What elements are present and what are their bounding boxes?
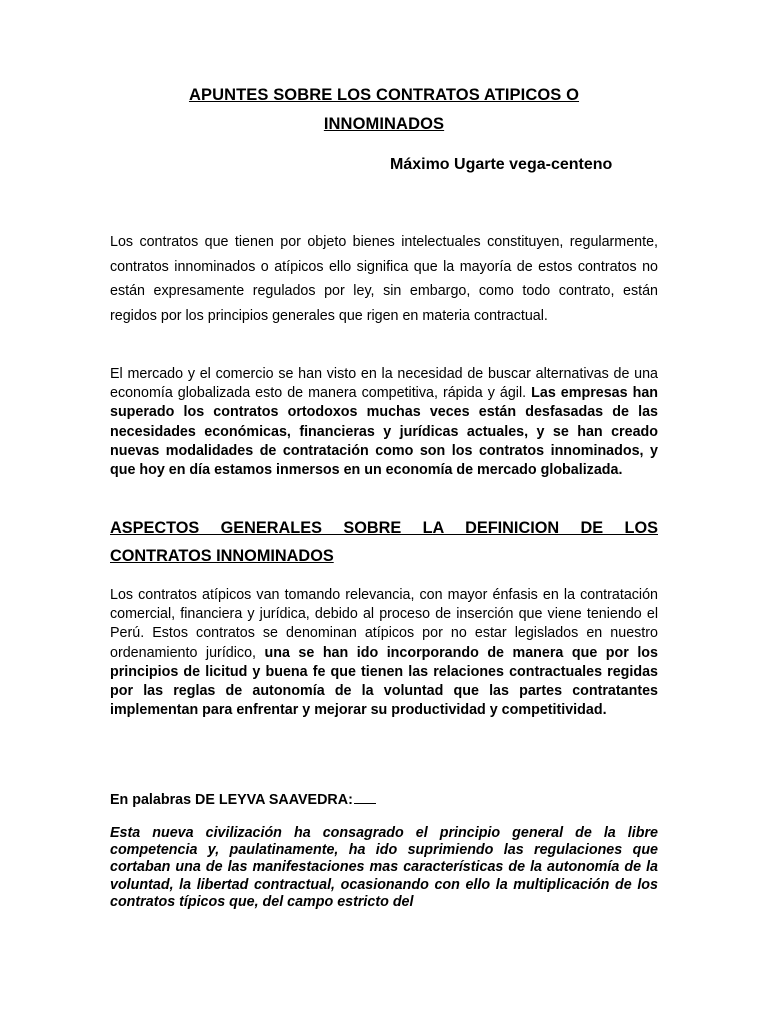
- paragraph-market-bold: Las empresas han superado los contratos ortodoxos muchas veces están desfasadas de las necesidades económicas, financieras y jurídicas actuales, y se han creado nuevas modalidades de contratación como son los contratos innominados, y que hoy en día estamos inmersos en un economía de mercado globalizada.: [110, 385, 659, 479]
- paragraph-general-aspects-bold: una se han ido incorporando de manera que por los principios de licitud y buena fe que tienen las relaciones contractuales regidas por las reglas de autonomía de la voluntad que las partes contratantes implementan para enfrentar y mejorar su productividad y competitividad.: [110, 644, 658, 719]
- paragraph-market-normal: El mercado y el comercio se han visto en la necesidad de buscar alternativas de una economía globalizada esto de manera competitiva, rápida y ágil.: [110, 366, 658, 402]
- document-title-line-1: APUNTES SOBRE LOS CONTRATOS ATIPICOS O: [188, 86, 580, 104]
- document-title-line-2: INNOMINADOS: [323, 115, 445, 133]
- quote-intro-text: En palabras DE LEYVA SAAVEDRA:: [110, 792, 353, 808]
- section-heading-text: ASPECTOS GENERALES SOBRE LA DEFINICION DE LOS CONTRATOS INNOMINADOS: [110, 519, 658, 565]
- paragraph-market: [110, 365, 658, 480]
- blank-underline: [354, 789, 376, 804]
- paragraph-general-aspects: [110, 586, 658, 720]
- quote-intro: [110, 789, 376, 808]
- section-heading: [110, 514, 658, 570]
- quote-text: Esta nueva civilización ha consagrado el principio general de la libre competencia y, paulatinamente, ha ido suprimiendo las regulaciones que cortaban una de las manifestaciones mas características de la autonomía de la voluntad, la libertad contractual, ocasionando con ello la multiplicación de los contratos típicos que, del campo estricto del: [110, 825, 658, 910]
- paragraph-general-aspects-normal: Los contratos atípicos van tomando relevancia, con mayor énfasis en la contratación comercial, financiera y jurídica, debido al proceso de inserción que viene teniendo el Perú. Estos contratos se denominan atípicos por no estar legislados en nuestro ordenamiento jurídico,: [110, 587, 658, 661]
- paragraph-intro: Los contratos que tienen por objeto bienes intelectuales constituyen, regularmente, contratos innominados o atípicos ello significa que la mayoría de estos contratos no están expresamente regulados por ley, sin embargo, como todo contrato, están regidos por los principios generales que rigen en materia contractual.: [110, 234, 658, 324]
- document-author: Máximo Ugarte vega-centeno: [390, 156, 613, 173]
